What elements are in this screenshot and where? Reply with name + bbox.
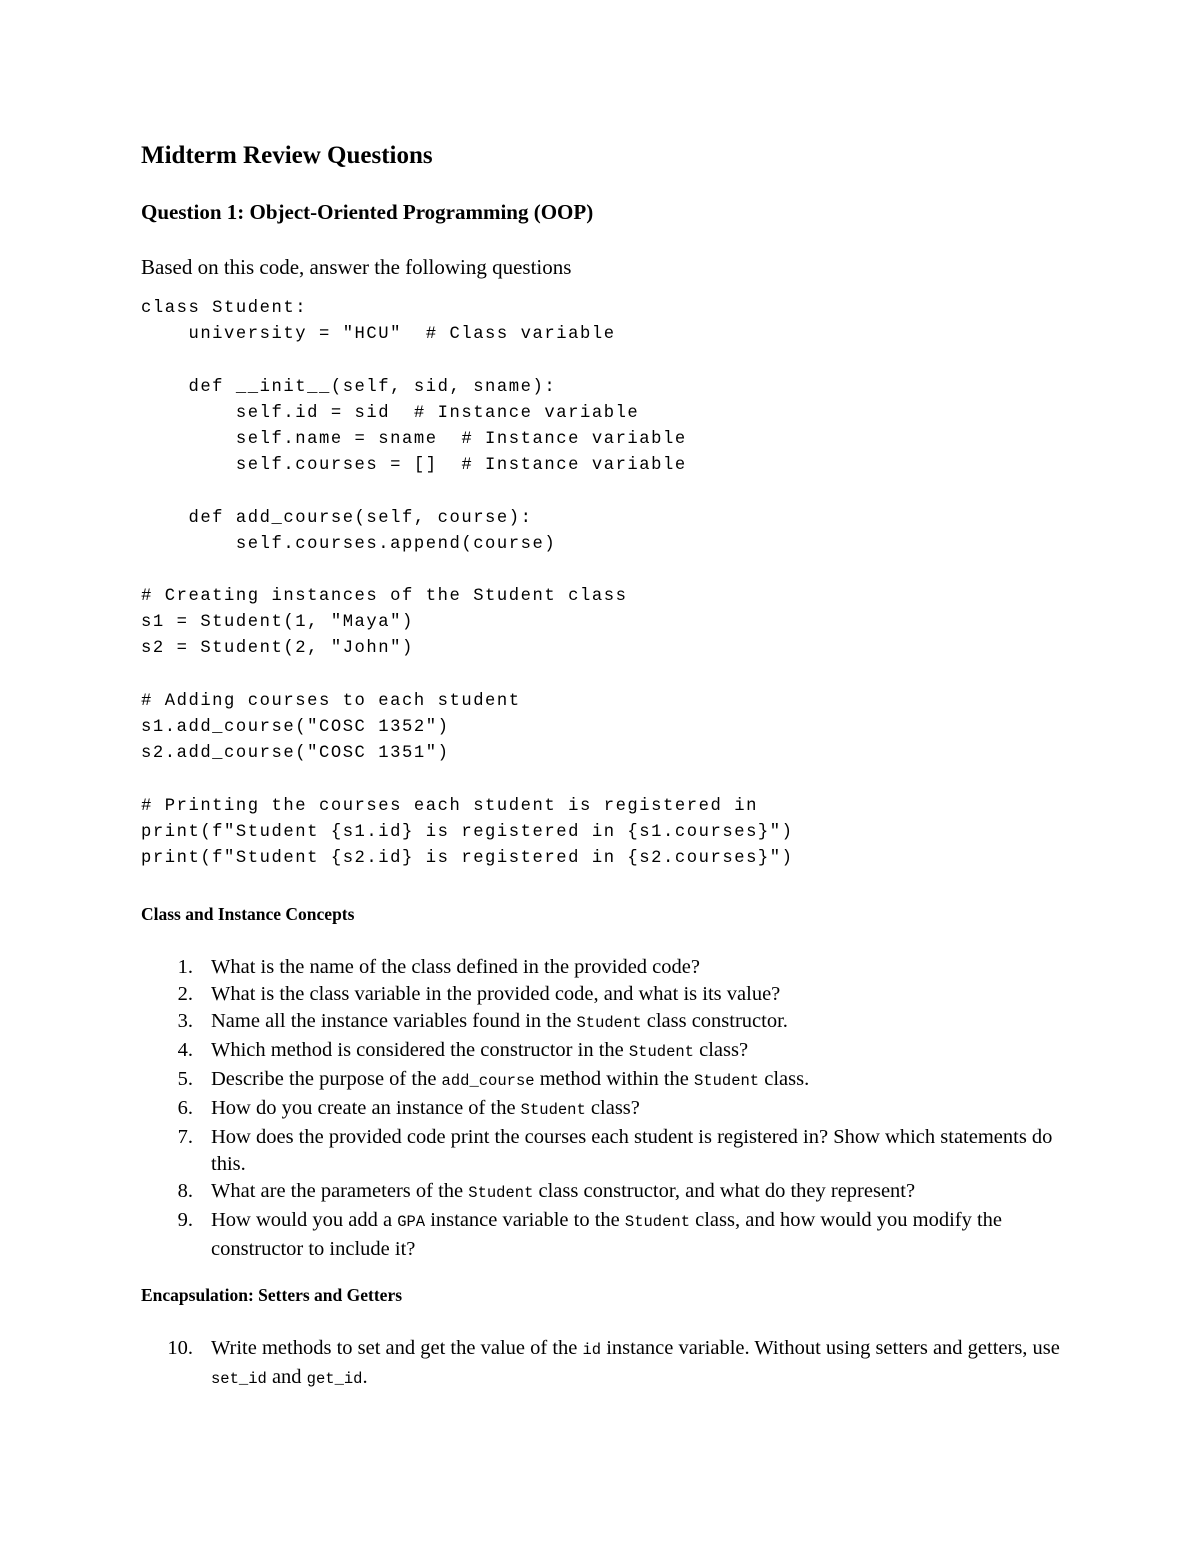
question-item: [141, 1095, 1061, 1124]
question-text-run: .: [362, 1366, 368, 1388]
intro-text: Based on this code, answer the following questions: [141, 255, 572, 279]
question-text-run: How would you add a: [211, 1209, 398, 1231]
question-text-run: class constructor.: [641, 1010, 788, 1032]
inline-code: Student: [624, 1213, 691, 1231]
question-text: [211, 983, 780, 1005]
code-line: # Creating instances of the Student class: [141, 587, 628, 607]
code-line: [141, 767, 794, 793]
inline-code: set_id: [211, 1370, 267, 1388]
question-text-run: class?: [585, 1097, 640, 1119]
code-line: # Printing the courses each student is registered in: [141, 796, 758, 816]
section-heading-encapsulation: Encapsulation: Setters and Getters: [141, 1285, 403, 1305]
question-number: 10.: [167, 1337, 193, 1359]
code-line: university = "HCU" # Class variable: [141, 325, 616, 345]
code-line: class Student:: [141, 299, 308, 318]
inline-code: Student: [468, 1184, 534, 1202]
question-text-run: What are the parameters of the: [211, 1180, 469, 1202]
question-text: [211, 1068, 809, 1090]
question-number: 4.: [177, 1039, 193, 1061]
code-line: s1.add_course("COSC 1352"): [141, 718, 450, 737]
code-line: print(f"Student {s1.id} is registered in {s1.courses}"): [141, 822, 794, 842]
question-item: [141, 954, 1061, 981]
code-line: [141, 348, 794, 374]
code-line: s1 = Student(1, "Maya"): [141, 613, 414, 633]
question-number: 2.: [177, 983, 193, 1005]
section-heading-class-instance: Class and Instance Concepts: [141, 904, 355, 924]
question-text: [211, 1126, 1052, 1175]
code-line: s2 = Student(2, "John"): [141, 639, 414, 659]
question-item: [141, 1207, 1061, 1263]
question-number: 7.: [177, 1126, 193, 1148]
question-text-run: instance variable. Without using setters and getters, use: [601, 1337, 1060, 1359]
code-line: [141, 558, 794, 584]
inline-code: Student: [520, 1101, 586, 1119]
question-text: [211, 1180, 915, 1202]
inline-code: Student: [694, 1072, 760, 1090]
code-line: [141, 663, 794, 689]
code-line: self.id = sid # Instance variable: [141, 403, 640, 423]
question-text: [211, 956, 700, 978]
question-number: 8.: [177, 1180, 193, 1202]
inline-code: Student: [628, 1043, 694, 1061]
code-line: self.courses.append(course): [141, 534, 557, 554]
question-number: 1.: [177, 956, 193, 978]
inline-code: GPA: [397, 1213, 426, 1231]
question-text-run: method within the: [534, 1068, 694, 1090]
question-text-run: How do you create an instance of the: [211, 1097, 521, 1119]
code-line: self.name = sname # Instance variable: [141, 429, 687, 449]
question-text: [211, 1039, 748, 1061]
question-text: [211, 1337, 1060, 1388]
question-text-run: class?: [693, 1039, 749, 1061]
question-text-run: and: [266, 1366, 307, 1388]
inline-code: get_id: [306, 1370, 363, 1388]
question-text-run: Which method is considered the constructor in the: [211, 1039, 629, 1061]
question-item: [141, 1008, 1061, 1037]
code-line: def __init__(self, sid, sname):: [141, 377, 557, 397]
question-text-run: What is the class variable in the provided code, and what is its value?: [211, 983, 781, 1005]
question-item: [141, 1178, 1061, 1207]
question-item: [141, 981, 1061, 1008]
question-text-run: Name all the instance variables found in the: [211, 1010, 577, 1032]
code-line: s2.add_course("COSC 1351"): [141, 744, 450, 764]
inline-code: Student: [576, 1014, 642, 1032]
inline-code: add_course: [441, 1072, 535, 1090]
question-item: [141, 1066, 1061, 1095]
question-list-class-instance: [141, 954, 1061, 1263]
question-list-encapsulation: [141, 1335, 1061, 1393]
document-title: Midterm Review Questions: [141, 142, 433, 169]
question-text-run: class.: [759, 1068, 810, 1090]
question-number: 6.: [177, 1097, 193, 1119]
question-number: 5.: [177, 1068, 193, 1090]
question-number: 9.: [177, 1209, 193, 1231]
question-item: [141, 1037, 1061, 1066]
code-line: self.courses = [] # Instance variable: [141, 456, 687, 476]
question-text-run: class constructor, and what do they represent?: [533, 1180, 916, 1202]
question-item: [141, 1335, 1061, 1393]
code-line: [141, 479, 794, 505]
code-line: print(f"Student {s2.id} is registered in {s2.courses}"): [141, 848, 794, 868]
code-line: def add_course(self, course):: [141, 508, 533, 528]
question-text: [211, 1010, 788, 1032]
question-text-run: Describe the purpose of the: [211, 1068, 442, 1090]
question-text-run: instance variable to the: [425, 1209, 625, 1231]
question-text-run: How does the provided code print the courses each student is registered in? Show which statements do this.: [211, 1126, 1053, 1175]
question-heading: Question 1: Object-Oriented Programming (OOP): [141, 200, 594, 224]
question-number: 3.: [177, 1010, 193, 1032]
code-line: # Adding courses to each student: [141, 691, 521, 711]
code-block: [141, 296, 794, 872]
question-text: [211, 1097, 640, 1119]
question-text-run: Write methods to set and get the value of the: [211, 1337, 583, 1359]
question-text-run: What is the name of the class defined in the provided code?: [211, 956, 700, 978]
question-item: [141, 1124, 1061, 1178]
inline-code: id: [582, 1341, 602, 1359]
question-text: [211, 1209, 1002, 1260]
question-text-run: class, and how would you modify the constructor to include it?: [211, 1209, 1003, 1260]
